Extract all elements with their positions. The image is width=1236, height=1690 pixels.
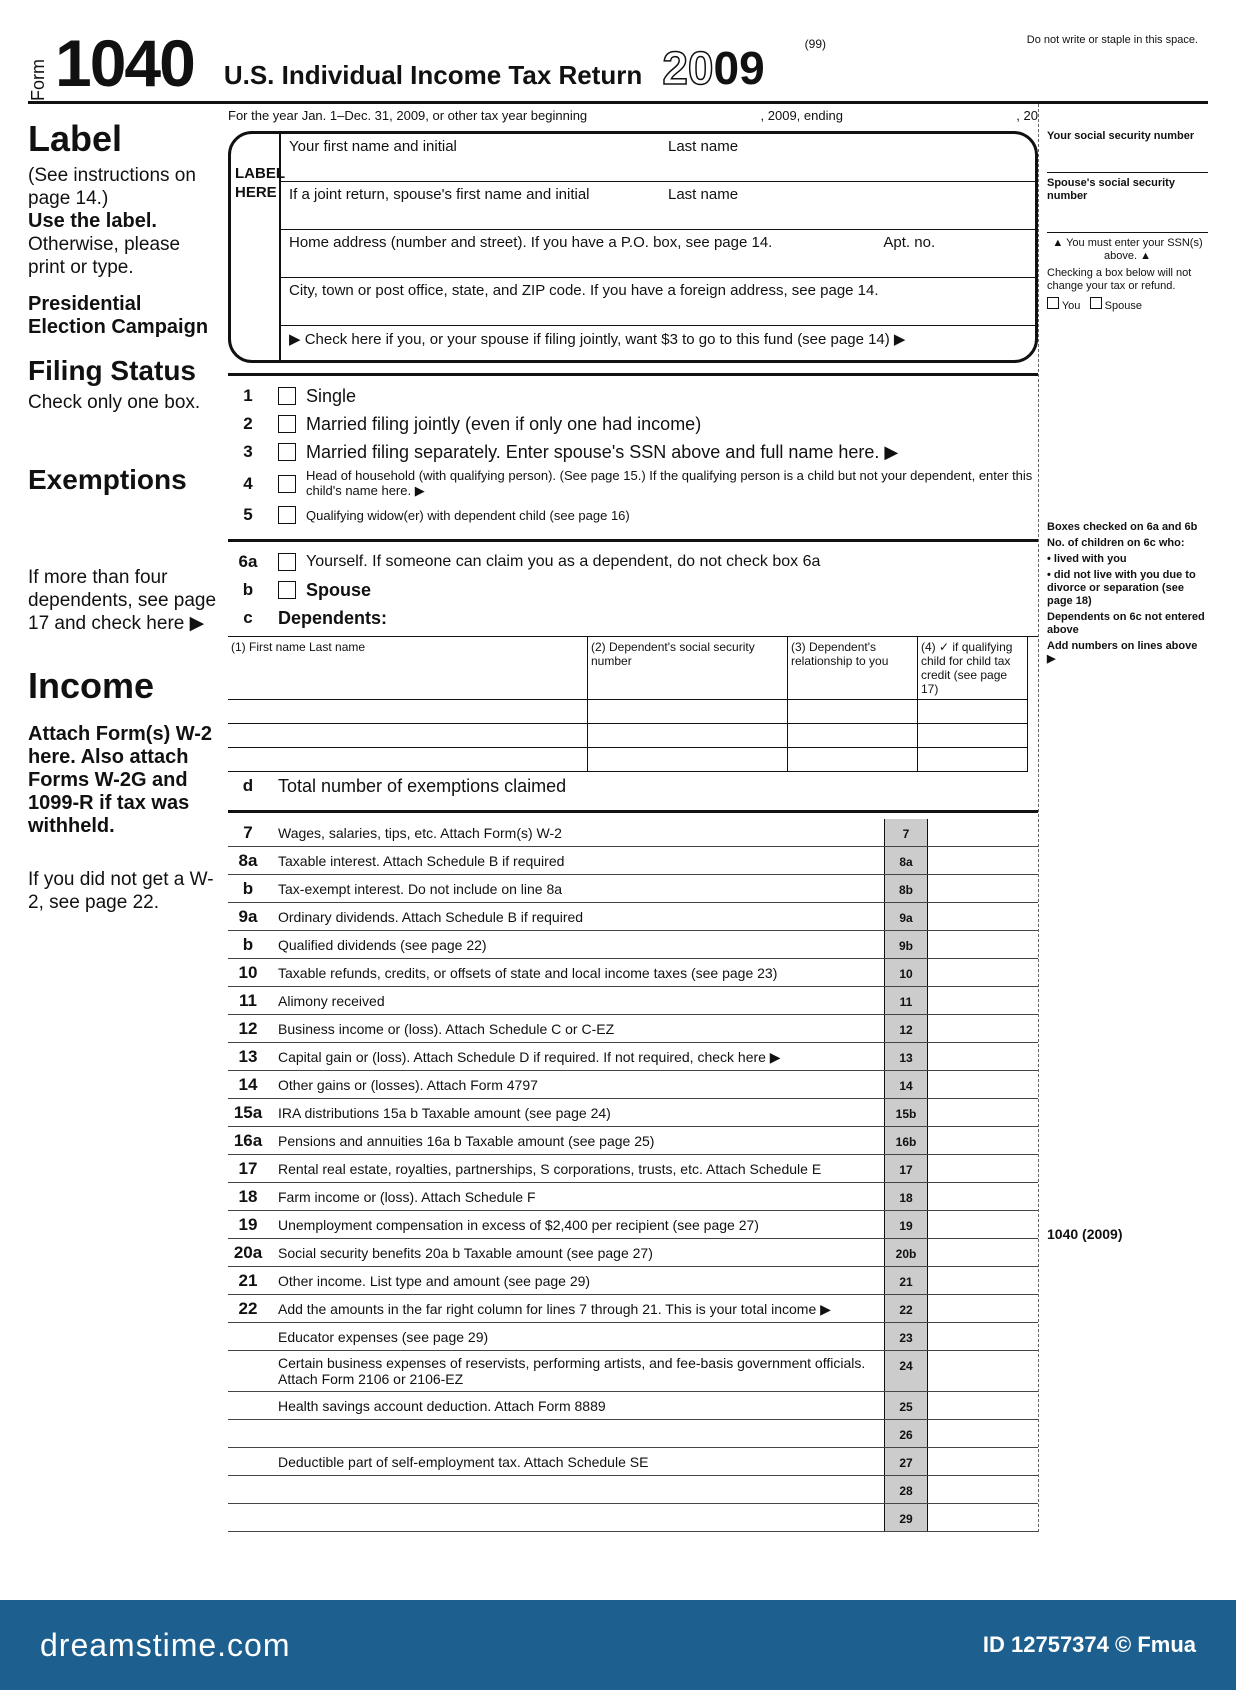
label-box bbox=[228, 131, 1038, 363]
line-box: 14 bbox=[884, 1071, 928, 1098]
line-number: 20a bbox=[233, 1242, 263, 1262]
did-not-live: • did not live with you due to divorce or separation (see page 18) bbox=[1047, 569, 1196, 607]
cell[interactable] bbox=[588, 724, 788, 748]
income-line[interactable] bbox=[228, 847, 1038, 875]
line-text: Social security benefits 20a b Taxable amount (see page 27) bbox=[278, 1244, 653, 1261]
line-text: Add the amounts in the far right column for lines 7 through 21. This is your total income ▶ bbox=[278, 1300, 831, 1317]
your-ssn-field[interactable] bbox=[1047, 147, 1208, 173]
line-text: Health savings account deduction. Attach Form 8889 bbox=[278, 1397, 606, 1414]
line-number: 5 bbox=[243, 505, 253, 524]
form-title: U.S. Individual Income Tax Return bbox=[223, 60, 643, 90]
line-number: 8a bbox=[238, 850, 258, 870]
cell[interactable] bbox=[228, 700, 588, 724]
line-text: Deductible part of self-employment tax. Attach Schedule SE bbox=[278, 1453, 649, 1470]
line-box: 20b bbox=[884, 1239, 928, 1266]
line-number: 18 bbox=[238, 1186, 258, 1206]
line-box: 9a bbox=[884, 903, 928, 930]
year-line bbox=[228, 104, 1038, 127]
city-field[interactable]: City, town or post office, state, and ZIP code. If you have a foreign address, see page 14. bbox=[289, 282, 879, 299]
spouse-label: Spouse bbox=[306, 579, 372, 600]
line-text: IRA distributions 15a b Taxable amount (see page 24) bbox=[278, 1104, 611, 1121]
income-line[interactable] bbox=[228, 1071, 1038, 1099]
add-numbers: Add numbers on lines above ▶ bbox=[1047, 640, 1198, 665]
address-row[interactable] bbox=[281, 230, 1035, 278]
line-box: 8b bbox=[884, 875, 928, 902]
income-line[interactable] bbox=[228, 1127, 1038, 1155]
year-line-text: For the year Jan. 1–Dec. 31, 2009, or other tax year beginning bbox=[228, 108, 588, 123]
income-line[interactable] bbox=[228, 1295, 1038, 1323]
form-1040 bbox=[28, 20, 1208, 1532]
presidential-row[interactable] bbox=[281, 326, 1035, 360]
line-number: 3 bbox=[243, 442, 253, 461]
income-line[interactable] bbox=[228, 1183, 1038, 1211]
line-number: 10 bbox=[238, 962, 258, 982]
presidential-heading: Presidential Election Campaign bbox=[28, 293, 209, 338]
omb-code: (99) bbox=[804, 37, 826, 51]
line-number: 17 bbox=[238, 1158, 258, 1178]
line-number: 21 bbox=[238, 1270, 258, 1290]
line-text: Farm income or (loss). Attach Schedule F bbox=[278, 1188, 536, 1205]
income-line[interactable] bbox=[228, 819, 1038, 847]
line-text: Other gains or (losses). Attach Form 4797 bbox=[278, 1076, 538, 1093]
dependents-note: If more than four dependents, see page 17 and check here ▶ bbox=[28, 567, 217, 634]
income-line[interactable] bbox=[228, 1448, 1038, 1476]
line-number: 22 bbox=[238, 1298, 258, 1318]
line-number: 14 bbox=[238, 1074, 258, 1094]
line-text bbox=[278, 1514, 874, 1522]
income-heading: Income bbox=[28, 665, 155, 706]
exemptions-heading: Exemptions bbox=[28, 464, 187, 495]
line-text: Taxable interest. Attach Schedule B if required bbox=[278, 852, 565, 869]
checkbox-single[interactable] bbox=[278, 387, 296, 405]
checkbox-you[interactable] bbox=[1047, 297, 1059, 309]
cell[interactable] bbox=[918, 748, 1028, 772]
option-label: Single bbox=[306, 385, 357, 406]
col-relationship: (3) Dependent's relationship to you bbox=[788, 637, 918, 700]
line-number: 9a bbox=[238, 906, 258, 926]
line-number: 6a bbox=[238, 552, 258, 571]
line-text: Wages, salaries, tips, etc. Attach Form(s) W-2 bbox=[278, 824, 562, 841]
you-label: You bbox=[1061, 300, 1081, 312]
checkbox-spouse-fund[interactable] bbox=[1090, 297, 1102, 309]
line-text: Capital gain or (loss). Attach Schedule D if required. If not required, check here ▶ bbox=[278, 1048, 781, 1065]
total-exemptions: Total number of exemptions claimed bbox=[278, 775, 567, 796]
yourself-label: Yourself. If someone can claim you as a dependent, do not check box 6a bbox=[306, 553, 821, 570]
income-line[interactable] bbox=[228, 1323, 1038, 1351]
line-number: 19 bbox=[238, 1214, 258, 1234]
presidential-text: ▶ Check here if you, or your spouse if filing jointly, want $3 to go to this fund (see page 14) ▶ bbox=[289, 331, 906, 348]
income-line[interactable] bbox=[228, 959, 1038, 987]
line-box: 15b bbox=[884, 1099, 928, 1126]
year-ending: , 2009, ending bbox=[760, 108, 843, 123]
line-text bbox=[278, 1486, 874, 1494]
line-text: Educator expenses (see page 29) bbox=[278, 1328, 489, 1345]
checking-note: Checking a box below will not change your tax or refund. bbox=[1047, 267, 1192, 292]
form-word: Form bbox=[28, 59, 48, 101]
line-box: 11 bbox=[884, 987, 928, 1014]
year-suffix: 09 bbox=[713, 42, 765, 94]
income-line[interactable] bbox=[228, 1043, 1038, 1071]
line-number: 1 bbox=[243, 386, 253, 405]
income-lines bbox=[228, 810, 1038, 1323]
income-line[interactable] bbox=[228, 875, 1038, 903]
income-line[interactable] bbox=[228, 1420, 1038, 1448]
line-number: 2 bbox=[243, 414, 253, 433]
label-here: LABEL HERE bbox=[231, 134, 281, 360]
line-box: 23 bbox=[884, 1323, 928, 1350]
line-number: b bbox=[242, 934, 254, 954]
line-text: Alimony received bbox=[278, 992, 385, 1009]
footer-form: 1040 (2009) bbox=[1047, 1226, 1123, 1242]
income-line[interactable] bbox=[228, 1504, 1038, 1532]
income-line[interactable] bbox=[228, 1015, 1038, 1043]
col-ssn: (2) Dependent's social security number bbox=[588, 637, 788, 700]
checkbox-spouse[interactable] bbox=[278, 581, 296, 599]
spouse-ssn-field[interactable] bbox=[1047, 207, 1208, 233]
line-box: 27 bbox=[884, 1448, 928, 1475]
line-text: Certain business expenses of reservists, performing artists, and fee-basis government officials. Attach Form 2106 or 2106-EZ bbox=[278, 1355, 866, 1387]
income-line[interactable] bbox=[228, 903, 1038, 931]
form-header bbox=[28, 20, 1208, 104]
tax-year bbox=[662, 41, 764, 95]
dreamstime-logo: dreamstime.com bbox=[40, 1626, 291, 1663]
dependents-label: Dependents: bbox=[278, 607, 388, 628]
income-line[interactable] bbox=[228, 1155, 1038, 1183]
income-line[interactable] bbox=[228, 987, 1038, 1015]
option-label: Married filing jointly (even if only one had income) bbox=[306, 413, 702, 434]
income-line[interactable] bbox=[228, 1476, 1038, 1504]
adjustment-lines bbox=[228, 1323, 1038, 1532]
line-text: Rental real estate, royalties, partnerships, S corporations, trusts, etc. Attach Schedule E bbox=[278, 1160, 822, 1177]
otherwise-note: Otherwise, please print or type. bbox=[28, 234, 181, 278]
cell[interactable] bbox=[228, 724, 588, 748]
line-text: Other income. List type and amount (see page 29) bbox=[278, 1272, 591, 1289]
name-row[interactable] bbox=[281, 134, 1035, 182]
line-text: Ordinary dividends. Attach Schedule B if required bbox=[278, 908, 584, 925]
line-number: 13 bbox=[238, 1046, 258, 1066]
income-line[interactable] bbox=[228, 1267, 1038, 1295]
checkbox-widow[interactable] bbox=[278, 506, 296, 524]
line-box: 10 bbox=[884, 959, 928, 986]
line-text: Qualified dividends (see page 22) bbox=[278, 936, 487, 953]
spouse-fund-label: Spouse bbox=[1104, 300, 1142, 312]
line-text: Business income or (loss). Attach Schedule C or C-EZ bbox=[278, 1020, 615, 1037]
line-box: 9b bbox=[884, 931, 928, 958]
option-label: Qualifying widow(er) with dependent child (see page 16) bbox=[306, 507, 630, 523]
line-number: 12 bbox=[238, 1018, 258, 1038]
use-label: Use the label. bbox=[28, 210, 157, 232]
line-number: b bbox=[242, 878, 254, 898]
dependents-table bbox=[228, 636, 1038, 772]
line-number: 16a bbox=[233, 1130, 263, 1150]
lived-with: • lived with you bbox=[1047, 553, 1127, 565]
cell[interactable] bbox=[788, 700, 918, 724]
year-20: , 20 bbox=[1016, 108, 1038, 123]
home-address-field[interactable]: Home address (number and street). If you have a P.O. box, see page 14. bbox=[289, 234, 773, 251]
line-text: Pensions and annuities 16a b Taxable amount (see page 25) bbox=[278, 1132, 655, 1149]
line-text bbox=[278, 1430, 874, 1438]
year-prefix: 20 bbox=[662, 42, 714, 94]
line-text: Unemployment compensation in excess of $2,400 per recipient (see page 27) bbox=[278, 1216, 759, 1233]
spouse-row[interactable] bbox=[281, 182, 1035, 230]
apt-no-field[interactable]: Apt. no. bbox=[883, 234, 936, 251]
line-box: 22 bbox=[884, 1295, 928, 1322]
spouse-ssn-label: Spouse's social security number bbox=[1047, 177, 1175, 202]
cell[interactable] bbox=[788, 748, 918, 772]
line-box: 7 bbox=[884, 819, 928, 846]
line-box: 16b bbox=[884, 1127, 928, 1154]
your-ssn-label: Your social security number bbox=[1047, 130, 1195, 142]
checkbox-head-household[interactable] bbox=[278, 475, 296, 493]
checkbox-joint[interactable] bbox=[278, 415, 296, 433]
no-children: No. of children on 6c who: bbox=[1047, 537, 1185, 549]
first-name-field[interactable]: Your first name and initial bbox=[289, 138, 457, 155]
line-box: 24 bbox=[884, 1351, 928, 1391]
no-w2-note: If you did not get a W-2, see page 22. bbox=[28, 869, 214, 913]
line-box: 18 bbox=[884, 1183, 928, 1210]
line-box: 28 bbox=[884, 1476, 928, 1503]
no-write-note: Do not write or staple in this space. bbox=[1026, 34, 1198, 46]
line-number: 7 bbox=[243, 822, 253, 842]
option-label: Head of household (with qualifying person). (See page 15.) If the qualifying person is a child but not your dependent, enter this child's name here. ▶ bbox=[306, 468, 1033, 498]
income-line[interactable] bbox=[228, 1239, 1038, 1267]
city-row[interactable] bbox=[281, 278, 1035, 326]
option-label: Married filing separately. Enter spouse's SSN above and full name here. ▶ bbox=[306, 441, 899, 462]
label-heading: Label bbox=[28, 118, 123, 159]
right-column: Your social security number Spouse's social security number ▲ You must enter your SSN(s) above. ▲ Checking a box below will not change your tax or refund. You Spouse Boxes checked on 6a and 6b No. of children on 6c who: • lived with you • did not live with you due to divorce or separation (see page 18) Dependents on 6c not entered above Add numbers on lines above ▶ 1040 (2009) bbox=[1038, 104, 1208, 1532]
line-number: 11 bbox=[239, 990, 257, 1010]
income-line[interactable] bbox=[228, 1392, 1038, 1420]
attach-note: Attach Form(s) W-2 here. Also attach Forms W-2G and 1099-R if tax was withheld. bbox=[28, 723, 213, 837]
line-number: 15a bbox=[233, 1102, 263, 1122]
line-box: 8a bbox=[884, 847, 928, 874]
stock-banner bbox=[0, 1600, 1236, 1690]
line-text: Taxable refunds, credits, or offsets of state and local income taxes (see page 23) bbox=[278, 964, 778, 981]
income-line[interactable] bbox=[228, 931, 1038, 959]
filing-status-note: Check only one box. bbox=[28, 392, 201, 413]
image-id: ID 12757374 © Fmua bbox=[982, 1632, 1196, 1657]
line-box: 19 bbox=[884, 1211, 928, 1238]
filing-status-heading: Filing Status bbox=[28, 355, 196, 386]
line-box: 12 bbox=[884, 1015, 928, 1042]
line-box: 25 bbox=[884, 1392, 928, 1419]
cell[interactable] bbox=[918, 700, 1028, 724]
line-number: d bbox=[242, 776, 254, 795]
must-enter-note: You must enter your SSN(s) above. bbox=[1066, 237, 1203, 262]
cell[interactable] bbox=[588, 748, 788, 772]
filing-status bbox=[228, 373, 1038, 529]
cell[interactable] bbox=[918, 724, 1028, 748]
cell[interactable] bbox=[588, 700, 788, 724]
label-note: (See instructions on page 14.) bbox=[28, 165, 196, 209]
col-child-credit: (4) ✓ if qualifying child for child tax credit (see page 17) bbox=[918, 637, 1028, 700]
checkbox-yourself[interactable] bbox=[278, 553, 296, 571]
line-box: 13 bbox=[884, 1043, 928, 1070]
cell[interactable] bbox=[788, 724, 918, 748]
exemptions bbox=[228, 539, 1038, 800]
boxes-checked: Boxes checked on 6a and 6b bbox=[1047, 521, 1198, 533]
line-box: 26 bbox=[884, 1420, 928, 1447]
line-box: 21 bbox=[884, 1267, 928, 1294]
col-name: (1) First name Last name bbox=[228, 637, 588, 700]
left-labels bbox=[28, 104, 228, 1532]
dependents-not-entered: Dependents on 6c not entered above bbox=[1047, 611, 1205, 636]
cell[interactable] bbox=[228, 748, 588, 772]
spouse-last-name-field[interactable]: Last name bbox=[668, 186, 739, 203]
line-number: 4 bbox=[243, 473, 253, 493]
checkbox-separate[interactable] bbox=[278, 443, 296, 461]
last-name-field[interactable]: Last name bbox=[668, 138, 739, 155]
line-number: c bbox=[243, 608, 253, 627]
income-line[interactable] bbox=[228, 1211, 1038, 1239]
income-line[interactable] bbox=[228, 1351, 1038, 1392]
line-box: 17 bbox=[884, 1155, 928, 1182]
income-line[interactable] bbox=[228, 1099, 1038, 1127]
spouse-first-name-field[interactable]: If a joint return, spouse's first name and initial bbox=[289, 186, 590, 203]
line-text: Tax-exempt interest. Do not include on line 8a bbox=[278, 880, 563, 897]
form-number: 1040 bbox=[55, 26, 194, 100]
line-box: 29 bbox=[884, 1504, 928, 1531]
line-number: b bbox=[242, 580, 254, 599]
